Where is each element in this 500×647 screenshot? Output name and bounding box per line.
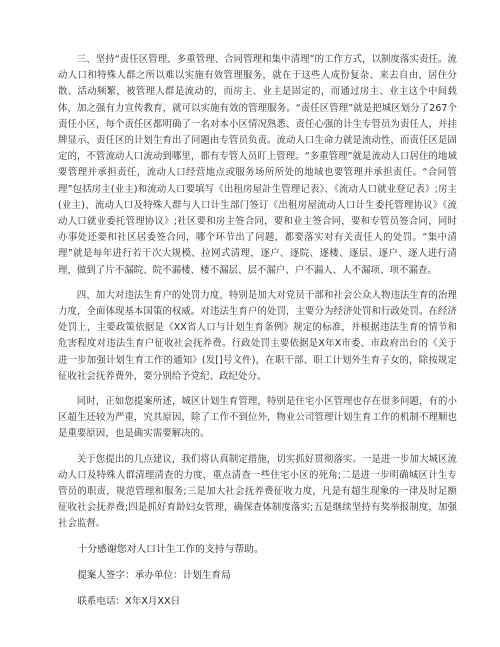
paragraph-gap xyxy=(58,581,457,593)
contact-line: 联系电话：X年X月XX日 xyxy=(77,595,181,607)
paragraph-suggestions-response: 关于您提出的几点建议，我们将认真制定措施，切实抓好贯彻落实。一是进一步加大城区流动人口及特殊人群清理清查的力度，重点清查一些住宅小区的死角;二是进一步明确城区计生专管员的职责，规范管理和服务;三是加大社会抚养费征收力度，凡是有超生现象的一律及时足额征收社会抚养费;四是抓好育龄妇女管理，确保查体制度落实;五是继续坚持有奖举报制度，加强社会监督。 xyxy=(58,453,457,530)
closing-thanks: 十分感谢您对人口计生工作的支持与帮助。 xyxy=(77,543,264,555)
paragraph-residential-issues: 同时，正如您提案所述，城区计划生育管理，特别是住宅小区管理也存在很多问题，有的小区超生还较为严重，究其原因，除了工作不到位外，物业公司管理计划生育工作的机制不理顺也是重要原因，也是确实需要解决的。 xyxy=(58,396,457,440)
paragraph-penalties: 四、加大对违法生育户的处罚力度，特别是加大对党员干部和社会公众人物违法生育的治理力度，全面体现基本国策的权威。对违法生育户的处罚，主要分为经济处罚和行政处罚。在经济处罚上，主要政策依据是《XX省人口与计划生育条例》规定的标准，并根据违法生育的情节和危害程度对违法生育户征收社会抚养费。行政处罚主要依据是X年X市委、市政府出台的《关于进一步加强计划生育工作的通知》(发[]号文件)，在职干部、职工计划外生育子女的，除按规定征收社会抚养费外，要分别给予党纪、政纪处分。 xyxy=(58,289,457,382)
paragraph-gap xyxy=(58,558,457,567)
paragraph-gap xyxy=(58,279,457,288)
signature-line: 提案人签字：承办单位：计划生育局 xyxy=(77,569,231,581)
paragraph-gap xyxy=(58,443,457,452)
paragraph-gap xyxy=(58,385,457,394)
paragraph-gap xyxy=(58,533,457,542)
paragraph-management-approach: 三、坚持“责任区管理、多重管理、合同管理和集中清理”的工作方式，以制度落实责任。流动人口和特殊人群之所以难以实施有效管理服务，就在于这些人成份复杂、来去自由、居住分散、活动频繁，被管理人群是流动的，而房主、业主是固定的，而通过房主、业主这个中间载体，加之强有力宣传教育，就可以实施有效的管理服务。“责任区管理”就是把城区划分了267个责任小区，每个责任区都明确了一名对本小区情况熟悉、责任心强的计生专管员为责任人，并挂牌显示，责任区的计划生育出了问题由专管员负责。流动人口生命力就是流动性，而责任区是固定的，不管流动人口流动到哪里，都有专管人员盯上管理。“多重管理”就是流动人口居住的地域要管理并承担责任，流动人口经营地点或服务场所所处的地域也要管理并承担责任。“合同管理”包括房主(业主)和流动人口要填写《出租房屋計生管理记表》、《流动人口就业登记表》;房主(业主)、流动人口及特殊人群与人口计生部门签订《出租房屋流动人口计生委托管理协议》《流动人口就业委托管理协议》;社区要和房主签合同，要和业主签合同，要和专管员签合同，同时办事处还要和社区居委签合同，哪个环节出了问题，都要落实对有关责任人的处罚。“集中清理”就是每年进行若干次大规模、拉网式清理，逐户、逐院、逐楼、逐层、逐户、逐人进行清理，做到了片不漏院、院不漏楼、楼不漏层、层不漏户、户不漏人、人不漏项、项不漏查。 xyxy=(58,54,457,276)
